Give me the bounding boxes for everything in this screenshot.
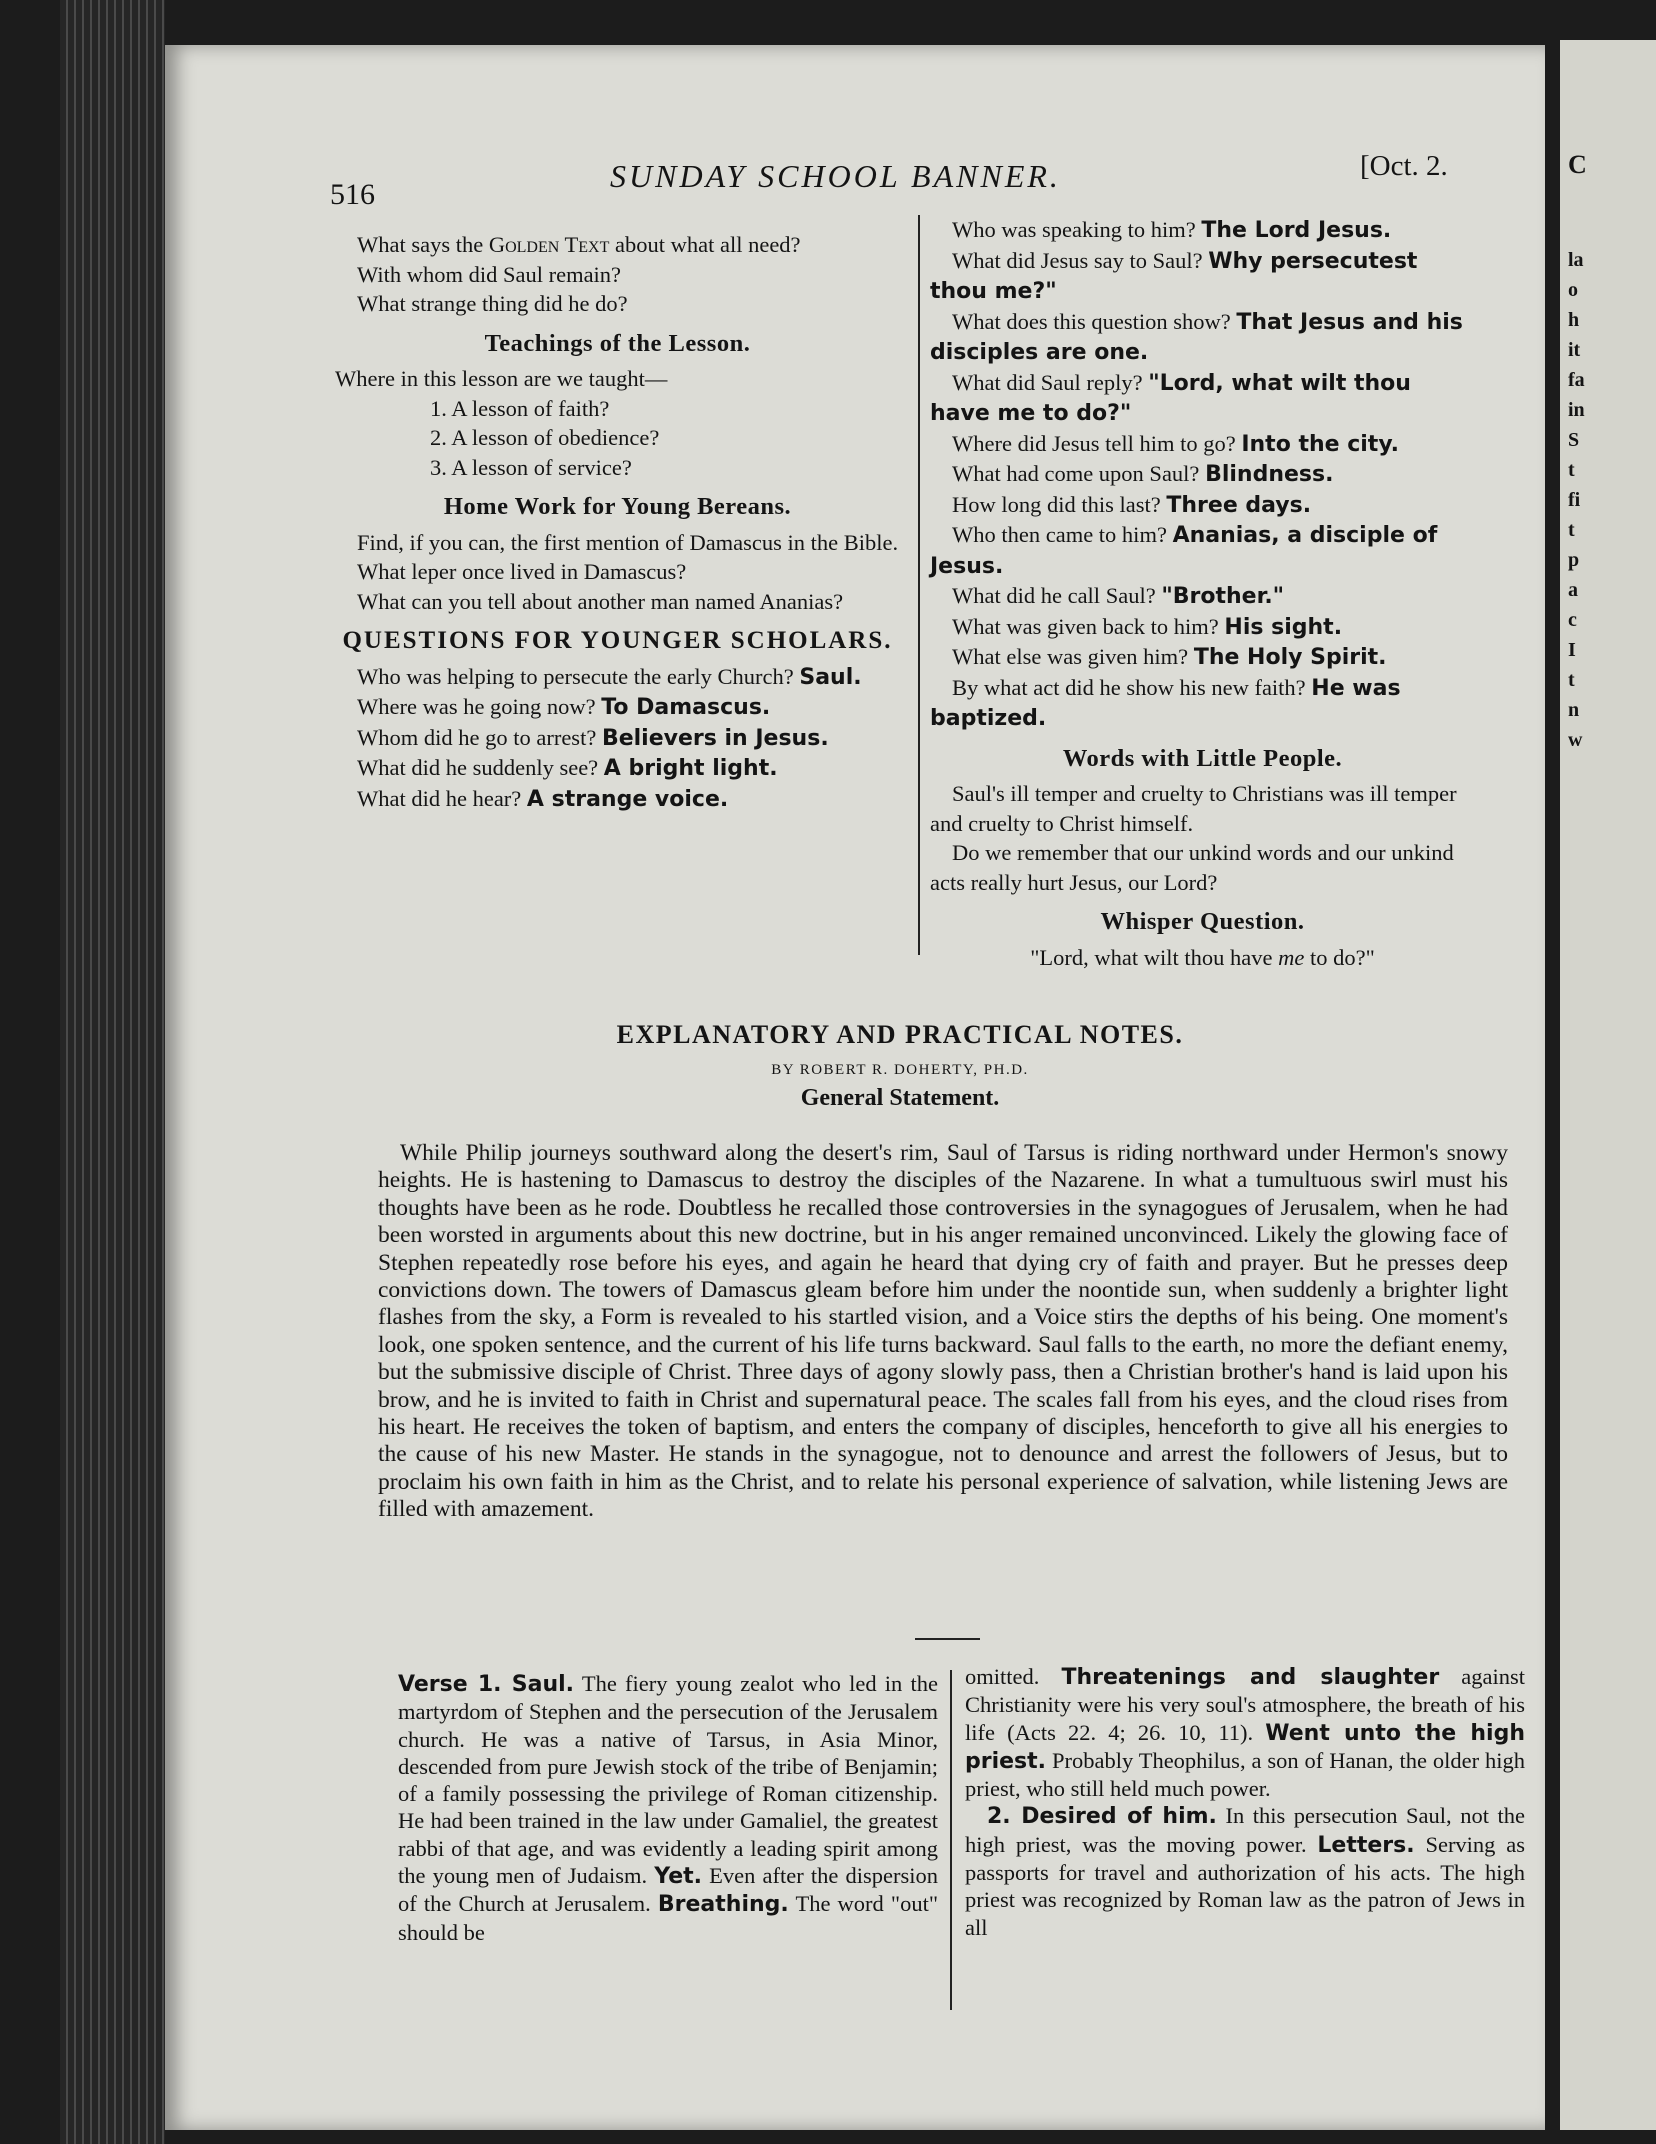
adjacent-letter: fa bbox=[1568, 369, 1585, 391]
answer-text: Believers in Jesus. bbox=[601, 725, 829, 751]
page-number: 516 bbox=[330, 178, 375, 211]
verse-text: Probably Theophilus, a son of Hanan, the older high priest, who still held much power. bbox=[965, 1747, 1525, 1802]
section-heading-whisper: Whisper Question. bbox=[1100, 908, 1305, 935]
verse-heading: Letters. bbox=[1317, 1832, 1415, 1858]
notes-title: EXPLANATORY AND PRACTICAL NOTES. bbox=[616, 1020, 1184, 1049]
homework-line: Find, if you can, the first mention of Damascus in the Bible. bbox=[357, 529, 899, 555]
qa-line bbox=[930, 429, 1475, 460]
question-text: Where was he going now? bbox=[357, 694, 596, 719]
question-text: What did he suddenly see? bbox=[357, 755, 599, 780]
answer-text: Saul. bbox=[799, 664, 862, 690]
answer-text: A bright light. bbox=[603, 756, 778, 781]
question-text: What did Jesus say to Saul? bbox=[952, 247, 1203, 273]
verse-paragraph bbox=[398, 1670, 938, 1946]
question-text: How long did this last? bbox=[952, 491, 1161, 517]
qa-line bbox=[930, 246, 1475, 307]
answer-text: Ananias, a disciple of Jesus. bbox=[930, 523, 1438, 579]
journal-title: SUNDAY SCHOOL BANNER. bbox=[610, 158, 1061, 194]
qa-line bbox=[335, 723, 900, 754]
homework-line: What leper once lived in Damascus? bbox=[357, 559, 687, 584]
adjacent-letter: C bbox=[1568, 150, 1587, 179]
question-line: What says the Golden Text about what all need? bbox=[357, 232, 801, 257]
qa-line bbox=[930, 490, 1475, 521]
qa-line bbox=[930, 642, 1475, 673]
answer-text: Three days. bbox=[1166, 492, 1312, 518]
question-text: Who was helping to persecute the early Church? bbox=[357, 663, 794, 689]
adjacent-letter: p bbox=[1568, 549, 1580, 571]
adjacent-letter: t bbox=[1568, 459, 1575, 481]
answer-text: To Damascus. bbox=[601, 695, 771, 720]
question-text: What had come upon Saul? bbox=[952, 461, 1200, 486]
question-text: What was given back to him? bbox=[952, 613, 1219, 639]
answer-text: The Lord Jesus. bbox=[1201, 218, 1392, 243]
qa-line bbox=[930, 612, 1475, 643]
adjacent-letter: S bbox=[1568, 429, 1580, 451]
qa-line bbox=[930, 307, 1475, 368]
verse-heading: Verse 1. Saul. bbox=[398, 1672, 575, 1697]
question-text: Who was speaking to him? bbox=[952, 217, 1196, 242]
question-text: What did he hear? bbox=[357, 785, 522, 811]
little-people-line: Saul's ill temper and cruelty to Christians was ill temper and cruelty to Christ himself. bbox=[930, 781, 1457, 836]
issue-date: [Oct. 2. bbox=[1360, 150, 1448, 182]
question-line: What strange thing did he do? bbox=[357, 291, 628, 316]
adjacent-letter: it bbox=[1568, 339, 1581, 361]
adjacent-letter: fi bbox=[1568, 489, 1581, 511]
answer-text: The Holy Spirit. bbox=[1193, 645, 1387, 670]
verse-text: In this persecution Saul, not the high priest, was the moving power. bbox=[965, 1803, 1525, 1857]
adjacent-letter: a bbox=[1568, 579, 1578, 601]
adjacent-letter: t bbox=[1568, 519, 1575, 541]
question-text: What did Saul reply? bbox=[952, 369, 1143, 395]
verse-notes-left bbox=[398, 1670, 938, 1946]
adjacent-letter: c bbox=[1568, 609, 1577, 631]
whisper-text: to do?" bbox=[1304, 944, 1375, 970]
question-text: By what act did he show his new faith? bbox=[952, 674, 1306, 700]
qa-line bbox=[930, 673, 1475, 734]
qa-line bbox=[930, 215, 1475, 246]
adjacent-letter: w bbox=[1568, 729, 1583, 751]
verse-text: omitted. bbox=[965, 1664, 1040, 1689]
answer-text: Into the city. bbox=[1241, 431, 1400, 457]
answer-text: Why persecutest thou me?" bbox=[930, 248, 1418, 304]
section-heading-teachings: Teachings of the Lesson. bbox=[484, 329, 751, 357]
qa-line bbox=[930, 581, 1475, 612]
left-column bbox=[335, 230, 900, 814]
verse-paragraph bbox=[965, 1663, 1525, 1802]
answer-text: A strange voice. bbox=[526, 786, 729, 812]
verse-heading: 2. Desired of him. bbox=[987, 1804, 1217, 1830]
adjacent-page bbox=[1560, 40, 1656, 2130]
verse-heading: Yet. bbox=[654, 1864, 703, 1890]
question-text: Where did Jesus tell him to go? bbox=[952, 430, 1236, 456]
verse-paragraph bbox=[965, 1802, 1525, 1940]
column-divider bbox=[918, 215, 920, 955]
verse-text: The fiery young zealot who led in the martyrdom of Stephen and the persecution of the Jerusalem church. He was a native of Tarsus, in Asia Minor, descended from pure Jewish stock of the tribe of Benjamin; of a family possessing the privilege of Roman citizenship. He had been trained in the law under Gamaliel, the greatest rabbi of that age, and was evidently a leading spirit among the young men of Judaism. bbox=[398, 1671, 938, 1889]
verse-heading: Threatenings and slaughter bbox=[1061, 1665, 1440, 1690]
verse-text: against Christianity were his very soul's atmosphere, the breath of his life (Acts 22. 4; 26. 10, 11). bbox=[965, 1664, 1526, 1745]
column-divider bbox=[950, 1670, 952, 2010]
adjacent-letter: n bbox=[1568, 699, 1580, 721]
list-item: 3. A lesson of service? bbox=[430, 454, 632, 480]
little-people-line: Do we remember that our unkind words and our unkind acts really hurt Jesus, our Lord? bbox=[930, 840, 1454, 895]
adjacent-letter: h bbox=[1568, 309, 1580, 331]
section-heading-homework: Home Work for Young Bereans. bbox=[443, 493, 792, 520]
general-statement: While Philip journeys southward along the desert's rim, Saul of Tarsus is riding northward under Hermon's snowy heights. He is hastening to Damascus to destroy the disciples of the Nazarene. In what a tumultuous swirl must his thoughts have been as he rode. Doubtless he recalled those controversies in the synagogues of Jerusalem, when he had been worsted in arguments about this new doctrine, but in his anger remained unconvinced. Likely the glowing face of Stephen repeatedly rose before his eyes, and again he heard that dying cry of faith and prayer. But he presses deep convictions down. The towers of Damascus gleam before him under the noontide sun, when suddenly a brighter light flashes from the sky, a Form is revealed to his startled vision, and a Voice stirs the depths of his being. One moment's look, one spoken sentence, and the current of his life turns backward. Saul falls to the earth, no more the defiant enemy, but the submissive disciple of Christ. Three days of agony slowly pass, then a Christian brother's hand is laid upon his brow, and he is invited to faith in Christ and supernatural peace. The scales fall from his eyes, and the cloud rises from his heart. He receives the token of baptism, and enters the company of disciples, henceforth to give all his energies to the cause of his new Master. He stands in the synagogue, not to denounce and arrest the followers of Jesus, but to proclaim his own faith in him as the Christ, and to relate his personal experience of salvation, while listening Jews are filled with amazement. bbox=[378, 1140, 1508, 1523]
adjacent-letter: I bbox=[1568, 639, 1576, 661]
homework-line: What can you tell about another man named Ananias? bbox=[357, 588, 844, 614]
qa-line bbox=[930, 368, 1475, 429]
qa-line bbox=[335, 662, 900, 693]
question-text: What did he call Saul? bbox=[952, 583, 1156, 608]
answer-text: "Lord, what wilt thou have me to do?" bbox=[930, 370, 1411, 426]
section-heading-younger-scholars: QUESTIONS FOR YOUNGER SCHOLARS. bbox=[342, 627, 893, 654]
notes-header bbox=[330, 1020, 1470, 1112]
answer-text: That Jesus and his disciples are one. bbox=[930, 309, 1463, 365]
verse-text: The word "out" should be bbox=[398, 1891, 939, 1945]
question-text: What else was given him? bbox=[952, 644, 1189, 669]
list-item: 1. A lesson of faith? bbox=[430, 395, 610, 421]
qa-line bbox=[930, 459, 1475, 490]
verse-notes-right bbox=[965, 1663, 1525, 1941]
book-edge bbox=[60, 0, 165, 2144]
question-text: Who then came to him? bbox=[952, 522, 1167, 547]
qa-line bbox=[335, 753, 900, 784]
section-heading-little-people: Words with Little People. bbox=[1062, 744, 1343, 772]
list-item: 2. A lesson of obedience? bbox=[430, 425, 660, 450]
whisper-question bbox=[930, 943, 1475, 973]
section-divider bbox=[915, 1638, 980, 1640]
verse-text: Even after the dispersion of the Church at Jerusalem. bbox=[398, 1863, 938, 1917]
adjacent-letter: t bbox=[1568, 669, 1575, 691]
qa-line bbox=[930, 520, 1475, 581]
question-text: Whom did he go to arrest? bbox=[357, 724, 597, 750]
whisper-emphasis: me bbox=[1278, 944, 1305, 970]
verse-text: Serving as passports for travel and authorization of his acts. The high priest was recognized by Roman law as the patron of Jews in all bbox=[965, 1831, 1525, 1940]
answer-text: He was baptized. bbox=[930, 675, 1401, 731]
teachings-prompt: Where in this lesson are we taught— bbox=[335, 366, 668, 391]
whisper-text: "Lord, what wilt thou have bbox=[1030, 944, 1279, 970]
notes-subheading: General Statement. bbox=[800, 1085, 1000, 1111]
qa-line bbox=[335, 692, 900, 723]
adjacent-letter: o bbox=[1568, 279, 1578, 301]
answer-text: Blindness. bbox=[1205, 462, 1334, 487]
qa-line bbox=[335, 784, 900, 815]
question-text: What does this question show? bbox=[952, 308, 1231, 334]
answer-text: His sight. bbox=[1224, 614, 1343, 640]
page-header bbox=[330, 150, 1470, 210]
adjacent-letter: la bbox=[1568, 249, 1584, 271]
verse-heading: Went unto the high priest. bbox=[965, 1720, 1525, 1774]
verse-heading: Breathing. bbox=[657, 1892, 789, 1918]
question-line: With whom did Saul remain? bbox=[357, 261, 622, 287]
adjacent-letter: in bbox=[1568, 399, 1585, 421]
notes-byline: BY ROBERT R. DOHERTY, PH.D. bbox=[771, 1062, 1029, 1078]
answer-text: "Brother." bbox=[1161, 584, 1285, 609]
right-column bbox=[930, 215, 1475, 972]
